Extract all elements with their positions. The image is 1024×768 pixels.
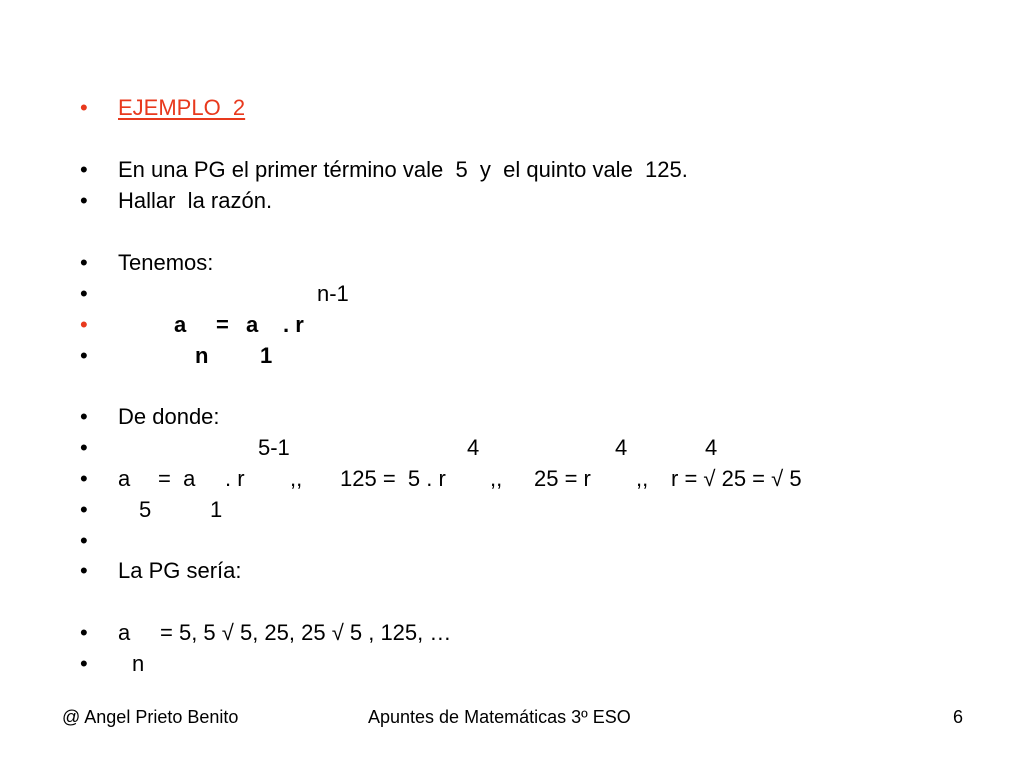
calc-sep-1: ,, [290,466,303,491]
sub-1: 1 [210,497,223,522]
bullet: • [80,343,88,368]
bullet: • [80,250,88,275]
sup-4b: 4 [615,435,628,460]
statement-text-1: En una PG el primer término vale 5 y el quinto vale 125. [118,157,688,182]
bullet: • [80,188,88,213]
bullet: • [80,497,88,522]
formula-an: a [174,312,187,337]
bullet: • [80,312,88,337]
de-donde-line [0,400,1024,434]
de-donde-label: De donde: [118,404,220,429]
statement-line-2 [0,184,1024,218]
footer-author: @ Angel Prieto Benito [62,707,239,727]
calc-125: 125 = 5 . r [340,466,446,491]
formula-r: . r [283,312,304,337]
formula-subscript-line [0,339,1024,373]
calc-sep-2: ,, [490,466,503,491]
formula-a1: a [246,312,259,337]
statement-text-2: Hallar la razón. [118,188,273,213]
bullet: • [80,620,88,645]
sub-5: 5 [139,497,152,522]
calc-root: r = √ 25 = √ 5 [671,466,802,491]
bullet: • [80,651,88,676]
pg-sub-n: n [132,651,145,676]
bullet: • [80,95,88,120]
bullet: • [80,435,88,460]
calc-25: 25 = r [534,466,591,491]
pg-subscript-line [0,647,1024,681]
calc-sep-3: ,, [636,466,649,491]
sup-5-1: 5-1 [258,435,290,460]
calc-superscript-line [0,431,1024,465]
formula-sub-n: n [195,343,209,368]
bullet: • [80,281,88,306]
calc-subscript-line [0,493,1024,527]
pg-label: La PG sería: [118,558,242,583]
empty-line [0,524,1024,558]
formula-exponent-line [0,277,1024,311]
tenemos-line [0,246,1024,280]
bullet: • [80,404,88,429]
pg-a: a [118,620,131,645]
calc-eq-a1: = a [158,466,196,491]
formula-exponent: n-1 [317,281,349,306]
formula-line [0,308,1024,342]
pg-label-line [0,554,1024,588]
sup-4c: 4 [705,435,718,460]
tenemos-label: Tenemos: [118,250,214,275]
title-line [0,91,1024,125]
sup-4a: 4 [467,435,480,460]
pg-sequence: = 5, 5 √ 5, 25, 25 √ 5 , 125, … [160,620,452,645]
pg-sequence-line [0,616,1024,650]
formula-equals: = [216,312,229,337]
calc-line [0,462,1024,496]
footer-course: Apuntes de Matemáticas 3º ESO [368,707,631,727]
bullet: • [80,558,88,583]
statement-line-1 [0,153,1024,187]
bullet: • [80,528,88,553]
bullet: • [80,157,88,182]
formula-sub-1: 1 [260,343,273,368]
footer-page-number: 6 [953,707,964,727]
bullet: • [80,466,88,491]
calc-a: a [118,466,131,491]
slide-title: EJEMPLO 2 [118,95,246,120]
calc-r: . r [225,466,245,491]
